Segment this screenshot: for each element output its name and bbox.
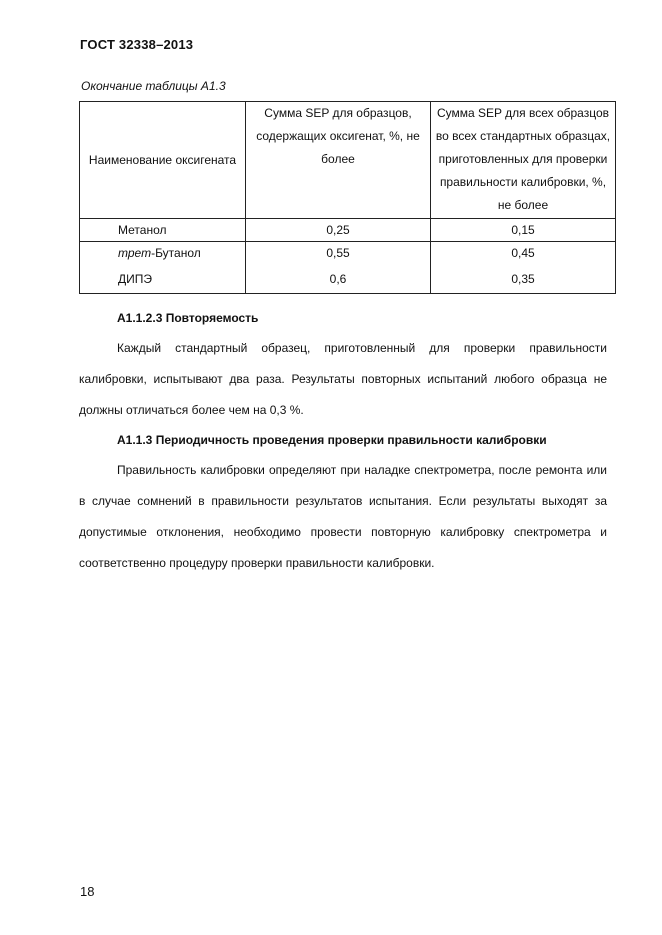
table-header-sep-oxygenate: Сумма SEP для образцов, содержащих оксигенат, %, не более [246, 102, 431, 219]
section-heading-periodicity: А1.1.3 Периодичность проведения проверки правильности калибровки [117, 433, 547, 447]
table-cell-value: 0,25 [246, 219, 431, 242]
table-cell-value: 0,6 [246, 265, 431, 294]
table-cell-value: 0,55 [246, 242, 431, 266]
table-cell-name: ДИПЭ [80, 265, 246, 294]
table-cell-name: Метанол [80, 219, 246, 242]
table-row [80, 265, 616, 294]
section-paragraph-repeatability: Каждый стандартный образец, приготовленный для проверки правильности калибровки, испытывают два раза. Результаты повторных испытаний любого образца не должны отличаться более чем на 0,3 %. [79, 341, 607, 417]
table-row [80, 242, 616, 266]
oxygenate-table [79, 101, 615, 294]
table-cell-name [80, 242, 246, 266]
page-number: 18 [80, 884, 95, 899]
name-rest: -Бутанол [151, 246, 201, 260]
table-cell-value: 0,15 [431, 219, 616, 242]
table-cell-value: 0,35 [431, 265, 616, 294]
section-heading-repeatability: А1.1.2.3 Повторяемость [117, 311, 259, 325]
table-row [80, 219, 616, 242]
table-header-name: Наименование оксигената [80, 102, 246, 219]
table-cell-value: 0,45 [431, 242, 616, 266]
table-header-sep-all: Сумма SEP для всех образцов во всех стандартных образцах, приготовленных для проверки правильности калибровки, %, не более [431, 102, 616, 219]
document-header: ГОСТ 32338–2013 [80, 37, 194, 52]
name-italic-prefix: трет [118, 246, 152, 260]
table-caption: Окончание таблицы А1.3 [81, 79, 226, 93]
section-paragraph-periodicity: Правильность калибровки определяют при наладке спектрометра, после ремонта или в случае сомнений в правильности результатов испытания. Если результаты выходят за допустимые отклонения, необходимо провести повторную калибровку спектрометра и соответственно процедуру проверки правильности калибровки. [79, 463, 607, 570]
